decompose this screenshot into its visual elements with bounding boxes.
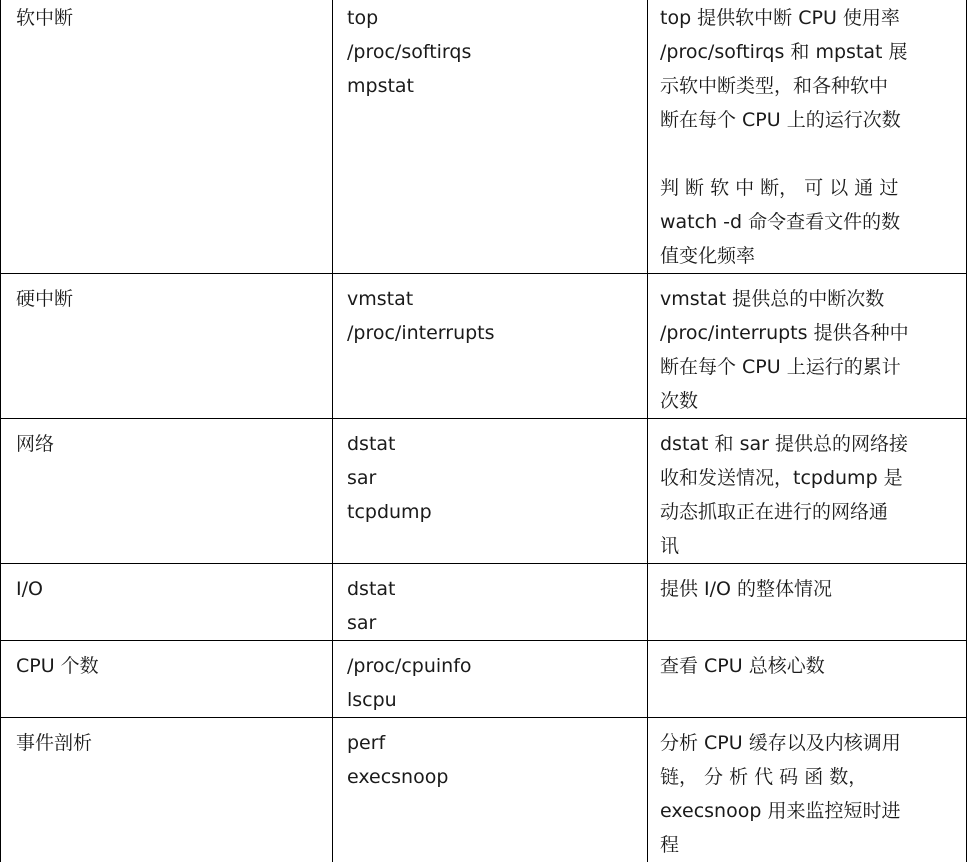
description-cell bbox=[648, 641, 967, 718]
table-row bbox=[1, 0, 967, 274]
description-cell bbox=[648, 718, 967, 863]
description-line: 链， 分 析 代 码 函 数， bbox=[660, 766, 868, 788]
description-line: 次数 bbox=[660, 390, 699, 412]
description-cell bbox=[648, 419, 967, 564]
description-cell bbox=[648, 564, 967, 641]
description-line: 讯 bbox=[660, 535, 680, 557]
tool-name: /proc/cpuinfo bbox=[347, 655, 472, 677]
tool-name: sar bbox=[347, 612, 377, 634]
description-line: watch -d 命令查看文件的数 bbox=[660, 211, 901, 233]
description-line bbox=[660, 137, 960, 171]
description-cell bbox=[648, 0, 967, 274]
description-line: 提供 I/O 的整体情况 bbox=[660, 578, 833, 600]
tool-name: tcpdump bbox=[347, 501, 432, 523]
description-line: dstat 和 sar 提供总的网络接 bbox=[660, 433, 908, 455]
tools-cell bbox=[333, 274, 648, 419]
tool-name: sar bbox=[347, 467, 377, 489]
tool-name: dstat bbox=[347, 433, 396, 455]
description-line: 示软中断类型，和各种软中 bbox=[660, 75, 889, 97]
tool-name: /proc/interrupts bbox=[347, 322, 495, 344]
tools-cell bbox=[333, 564, 648, 641]
table-row bbox=[1, 641, 967, 718]
description-line: vmstat 提供总的中断次数 bbox=[660, 288, 885, 310]
tool-name: /proc/softirqs bbox=[347, 41, 472, 63]
tools-cell bbox=[333, 641, 648, 718]
description-line: 判 断 软 中 断， 可 以 通 过 bbox=[660, 177, 899, 199]
category-label: CPU 个数 bbox=[16, 655, 99, 677]
tools-cell bbox=[333, 718, 648, 863]
table-row bbox=[1, 274, 967, 419]
category-cell bbox=[1, 641, 333, 718]
category-cell bbox=[1, 419, 333, 564]
tool-name: vmstat bbox=[347, 288, 414, 310]
description-line: 分析 CPU 缓存以及内核调用 bbox=[660, 732, 901, 754]
category-cell bbox=[1, 0, 333, 274]
description-line: /proc/interrupts 提供各种中 bbox=[660, 322, 909, 344]
category-cell bbox=[1, 274, 333, 419]
description-line: 收和发送情况，tcpdump 是 bbox=[660, 467, 903, 489]
table-row bbox=[1, 564, 967, 641]
description-line: 程 bbox=[660, 834, 680, 856]
description-line: top 提供软中断 CPU 使用率 bbox=[660, 7, 900, 29]
category-label: I/O bbox=[16, 578, 43, 600]
table-row bbox=[1, 718, 967, 863]
category-label: 事件剖析 bbox=[16, 732, 93, 754]
description-line: 动态抓取正在进行的网络通 bbox=[660, 501, 889, 523]
description-line: 查看 CPU 总核心数 bbox=[660, 655, 825, 677]
description-line: 断在每个 CPU 上的运行次数 bbox=[660, 109, 901, 131]
tool-name: lscpu bbox=[347, 689, 397, 711]
description-line: 断在每个 CPU 上运行的累计 bbox=[660, 356, 901, 378]
tool-name: execsnoop bbox=[347, 766, 449, 788]
description-line: 值变化频率 bbox=[660, 245, 756, 267]
tools-cell bbox=[333, 0, 648, 274]
tools-cell bbox=[333, 419, 648, 564]
category-cell bbox=[1, 718, 333, 863]
description-cell bbox=[648, 274, 967, 419]
tool-name: mpstat bbox=[347, 75, 415, 97]
description-line: execsnoop 用来监控短时进 bbox=[660, 800, 901, 822]
tool-name: dstat bbox=[347, 578, 396, 600]
tool-name: top bbox=[347, 7, 379, 29]
category-cell bbox=[1, 564, 333, 641]
tool-name: perf bbox=[347, 732, 386, 754]
table-row bbox=[1, 419, 967, 564]
category-label: 软中断 bbox=[16, 7, 74, 29]
description-line: /proc/softirqs 和 mpstat 展 bbox=[660, 41, 908, 63]
category-label: 硬中断 bbox=[16, 288, 74, 310]
category-label: 网络 bbox=[16, 433, 55, 455]
